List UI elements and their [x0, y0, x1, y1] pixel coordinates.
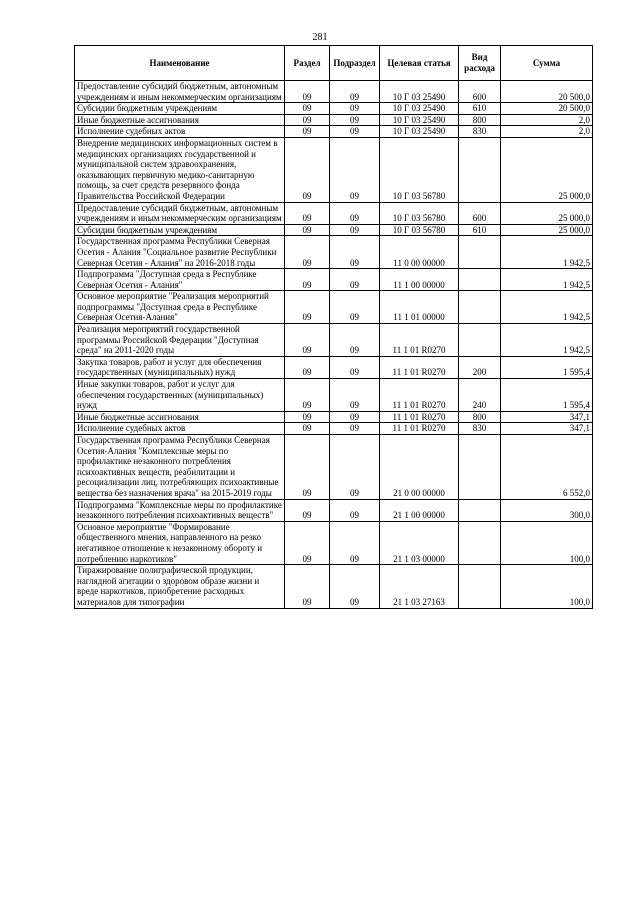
row-expense-type: 600: [459, 81, 501, 103]
table-row: [75, 379, 593, 412]
row-name: Исполнение судебных актов: [75, 126, 285, 138]
row-section: 09: [285, 379, 330, 412]
table-row: [75, 423, 593, 435]
row-amount: 347,1: [501, 411, 593, 423]
row-subsection: 09: [330, 324, 380, 357]
table-row: [75, 435, 593, 500]
row-target: 11 1 00 00000: [380, 269, 459, 291]
row-amount: 20 500,0: [501, 103, 593, 115]
header-subsection: Подраздел: [330, 46, 380, 81]
header-target: Целевая статья: [380, 46, 459, 81]
row-name: Основное мероприятие "Формирование общественного мнения, направленного на резко негативное отношение к незаконному обороту и потреблению наркотиков": [75, 521, 285, 564]
row-expense-type: 240: [459, 379, 501, 412]
row-section: 09: [285, 81, 330, 103]
row-target: 11 1 01 00000: [380, 291, 459, 324]
row-amount: 2,0: [501, 114, 593, 126]
row-target: 11 1 01 R0270: [380, 324, 459, 357]
row-expense-type: [459, 521, 501, 564]
row-name: Предоставление субсидий бюджетным, автономным учреждениям и иным некоммерческим организациям: [75, 202, 285, 224]
row-name: Подпрограмма "Комплексные меры по профилактике незаконного потребления психоактивных веществ": [75, 499, 285, 521]
row-subsection: 09: [330, 224, 380, 236]
row-target: 21 0 00 00000: [380, 435, 459, 500]
row-target: 10 Г 03 56780: [380, 137, 459, 202]
row-name: Реализация мероприятий государственной программы Российской Федерации "Доступная среда" на 2011-2020 годы: [75, 324, 285, 357]
table-row: [75, 565, 593, 608]
row-amount: 100,0: [501, 521, 593, 564]
row-subsection: 09: [330, 126, 380, 138]
header-expense-type: Вид расхода: [459, 46, 501, 81]
row-subsection: 09: [330, 521, 380, 564]
table-row: [75, 269, 593, 291]
row-expense-type: [459, 435, 501, 500]
row-subsection: 09: [330, 236, 380, 269]
row-subsection: 09: [330, 81, 380, 103]
row-section: 09: [285, 202, 330, 224]
row-subsection: 09: [330, 435, 380, 500]
row-expense-type: [459, 137, 501, 202]
table-row: [75, 356, 593, 378]
row-expense-type: 610: [459, 103, 501, 115]
row-subsection: 09: [330, 291, 380, 324]
row-amount: 1 942,5: [501, 324, 593, 357]
header-amount: Сумма: [501, 46, 593, 81]
row-section: 09: [285, 114, 330, 126]
row-subsection: 09: [330, 202, 380, 224]
table-row: [75, 137, 593, 202]
row-amount: 1 942,5: [501, 269, 593, 291]
row-section: 09: [285, 126, 330, 138]
row-name: Субсидии бюджетным учреждениям: [75, 224, 285, 236]
table-row: [75, 224, 593, 236]
row-target: 21 1 00 00000: [380, 499, 459, 521]
row-target: 10 Г 03 25490: [380, 114, 459, 126]
row-section: 09: [285, 269, 330, 291]
page-number: 281: [312, 32, 328, 43]
row-name: Тиражирование полиграфической продукции, наглядной агитации о здоровом образе жизни и вреде наркотиков, приобретение расходных материалов для типографии: [75, 565, 285, 608]
row-target: 11 1 01 R0270: [380, 423, 459, 435]
row-target: 21 1 03 00000: [380, 521, 459, 564]
row-subsection: 09: [330, 269, 380, 291]
row-expense-type: [459, 324, 501, 357]
row-target: 10 Г 03 25490: [380, 103, 459, 115]
row-expense-type: 610: [459, 224, 501, 236]
row-target: 10 Г 03 56780: [380, 224, 459, 236]
row-amount: 1 595,4: [501, 379, 593, 412]
row-amount: 20 500,0: [501, 81, 593, 103]
row-section: 09: [285, 137, 330, 202]
row-name: Государственная программа Республики Северная Осетия - Алания "Социальное развитие Республики Северная Осетия - Алания" на 2016-2018 годы: [75, 236, 285, 269]
row-subsection: 09: [330, 356, 380, 378]
row-name: Иные бюджетные ассигнования: [75, 411, 285, 423]
row-expense-type: [459, 291, 501, 324]
row-amount: 347,1: [501, 423, 593, 435]
row-subsection: 09: [330, 565, 380, 608]
row-name: Государственная программа Республики Северная Осетия-Алания "Комплексные меры по профилактике незаконного потребления психоактивных веществ, реабилитации и ресоциализации лиц, потребляющих психоактивные вещества без назначения врача" на 2015-2019 годы: [75, 435, 285, 500]
header-section: Раздел: [285, 46, 330, 81]
row-name: Исполнение судебных актов: [75, 423, 285, 435]
table-row: [75, 499, 593, 521]
row-subsection: 09: [330, 103, 380, 115]
row-name: Предоставление субсидий бюджетным, автономным учреждениям и иным некоммерческим организациям: [75, 81, 285, 103]
row-target: 10 Г 03 25490: [380, 81, 459, 103]
row-amount: 25 000,0: [501, 224, 593, 236]
row-expense-type: 200: [459, 356, 501, 378]
row-subsection: 09: [330, 137, 380, 202]
row-section: 09: [285, 356, 330, 378]
row-amount: 6 552,0: [501, 435, 593, 500]
row-amount: 300,0: [501, 499, 593, 521]
row-name: Подпрограмма "Доступная среда в Республике Северная Осетия - Алания": [75, 269, 285, 291]
row-expense-type: [459, 236, 501, 269]
row-subsection: 09: [330, 379, 380, 412]
row-amount: 100,0: [501, 565, 593, 608]
table-row: [75, 521, 593, 564]
row-name: Иные бюджетные ассигнования: [75, 114, 285, 126]
row-expense-type: [459, 269, 501, 291]
row-subsection: 09: [330, 499, 380, 521]
row-expense-type: [459, 565, 501, 608]
row-subsection: 09: [330, 423, 380, 435]
row-expense-type: 800: [459, 411, 501, 423]
row-name: Иные закупки товаров, работ и услуг для обеспечения государственных (муниципальных) нужд: [75, 379, 285, 412]
table-row: [75, 291, 593, 324]
row-section: 09: [285, 411, 330, 423]
row-name: Основное мероприятие "Реализация мероприятий подпрограммы "Доступная среда в Республике Северная Осетия-Алания": [75, 291, 285, 324]
row-section: 09: [285, 521, 330, 564]
row-subsection: 09: [330, 411, 380, 423]
row-section: 09: [285, 565, 330, 608]
row-section: 09: [285, 324, 330, 357]
row-amount: 1 595,4: [501, 356, 593, 378]
row-name: Внедрение медицинских информационных систем в медицинских организациях государственной и муниципальной систем здравоохранения, оказывающих первичную медико-санитарную помощь, за счет средств резервного фонда Правительства Российской Федерации: [75, 137, 285, 202]
row-amount: 25 000,0: [501, 137, 593, 202]
table-row: [75, 236, 593, 269]
table-row: [75, 411, 593, 423]
budget-table: [74, 45, 593, 609]
row-target: 10 Г 03 56780: [380, 202, 459, 224]
row-subsection: 09: [330, 114, 380, 126]
row-target: 11 1 01 R0270: [380, 356, 459, 378]
row-section: 09: [285, 291, 330, 324]
row-target: 10 Г 03 25490: [380, 126, 459, 138]
table-row: [75, 114, 593, 126]
row-target: 11 0 00 00000: [380, 236, 459, 269]
row-section: 09: [285, 236, 330, 269]
table-header-row: [75, 46, 593, 81]
row-expense-type: 600: [459, 202, 501, 224]
row-target: 11 1 01 R0270: [380, 411, 459, 423]
header-name: Наименование: [75, 46, 285, 81]
row-expense-type: 830: [459, 423, 501, 435]
row-section: 09: [285, 423, 330, 435]
row-amount: 1 942,5: [501, 291, 593, 324]
row-amount: 25 000,0: [501, 202, 593, 224]
row-section: 09: [285, 224, 330, 236]
table-row: [75, 81, 593, 103]
row-expense-type: 800: [459, 114, 501, 126]
table-row: [75, 126, 593, 138]
row-target: 11 1 01 R0270: [380, 379, 459, 412]
row-section: 09: [285, 103, 330, 115]
row-name: Закупка товаров, работ и услуг для обеспечения государственных (муниципальных) нужд: [75, 356, 285, 378]
row-section: 09: [285, 435, 330, 500]
row-expense-type: 830: [459, 126, 501, 138]
table-row: [75, 103, 593, 115]
row-expense-type: [459, 499, 501, 521]
table-row: [75, 324, 593, 357]
row-section: 09: [285, 499, 330, 521]
row-amount: 1 942,5: [501, 236, 593, 269]
row-name: Субсидии бюджетным учреждениям: [75, 103, 285, 115]
row-target: 21 1 03 27163: [380, 565, 459, 608]
table-row: [75, 202, 593, 224]
row-amount: 2,0: [501, 126, 593, 138]
